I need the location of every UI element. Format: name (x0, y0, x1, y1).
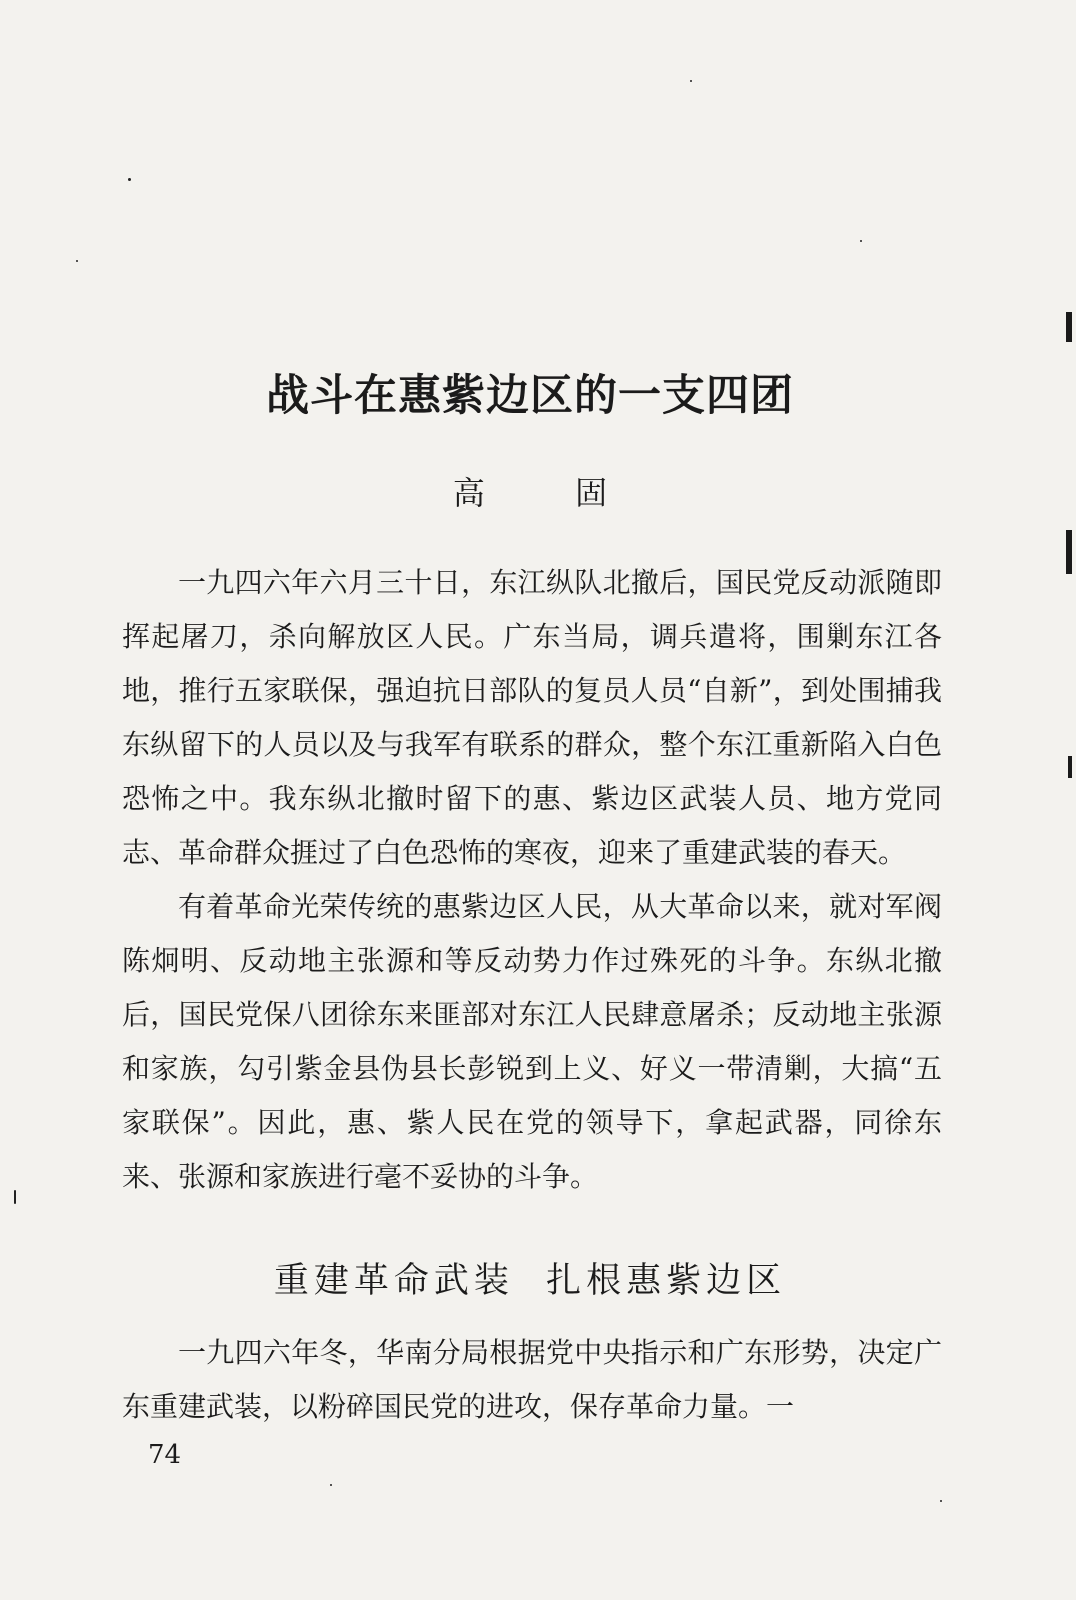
scan-edge-mark (1066, 530, 1072, 574)
scan-speck (940, 1500, 942, 1502)
scan-speck (76, 260, 78, 262)
article-title: 战斗在惠紫边区的一支四团 (266, 371, 794, 421)
paragraph: 有着革命光荣传统的惠紫边区人民，从大革命以来，就对军阀陈炯明、反动地主张源和等反动势力作过殊死的斗争。东纵北撤后，国民党保八团徐东来匪部对东江人民肆意屠杀；反动地主张源和家族，勾引紫金县伪县长彭锐到上义、好义一带清剿，大搞“五家联保”。因此，惠、紫人民在党的领导下，拿起武器，同徐东来、张源和家族进行毫不妥协的斗争。 (122, 890, 942, 1193)
scan-speck (330, 1484, 332, 1486)
scan-edge-mark (1068, 756, 1072, 778)
scan-edge-mark (1066, 312, 1072, 342)
scan-speck (14, 1190, 16, 1204)
paragraph: 一九四六年六月三十日，东江纵队北撤后，国民党反动派随即挥起屠刀，杀向解放区人民。广东当局，调兵遣将，围剿东江各地，推行五家联保，强迫抗日部队的复员人员“自新”，到处围捕我东纵留下的人员以及与我军有联系的群众，整个东江重新陷入白色恐怖之中。我东纵北撤时留下的惠、紫边区武装人员、地方党同志、革命群众捱过了白色恐怖的寒夜，迎来了重建武装的春天。 (122, 566, 942, 869)
article-author: 高 固 (452, 474, 648, 512)
paragraph: 一九四六年冬，华南分局根据党中央指示和广东形势，决定广东重建武装，以粉碎国民党的进攻，保存革命力量。一 (122, 1336, 942, 1423)
section-heading: 重建革命武装 扎根惠紫边区 (273, 1261, 787, 1301)
intro-text-block (122, 556, 942, 1204)
section-text-block (122, 1326, 942, 1434)
page-number: 74 (148, 1440, 182, 1470)
scan-speck (860, 240, 862, 242)
scan-speck (690, 80, 692, 82)
scan-speck (128, 178, 131, 181)
